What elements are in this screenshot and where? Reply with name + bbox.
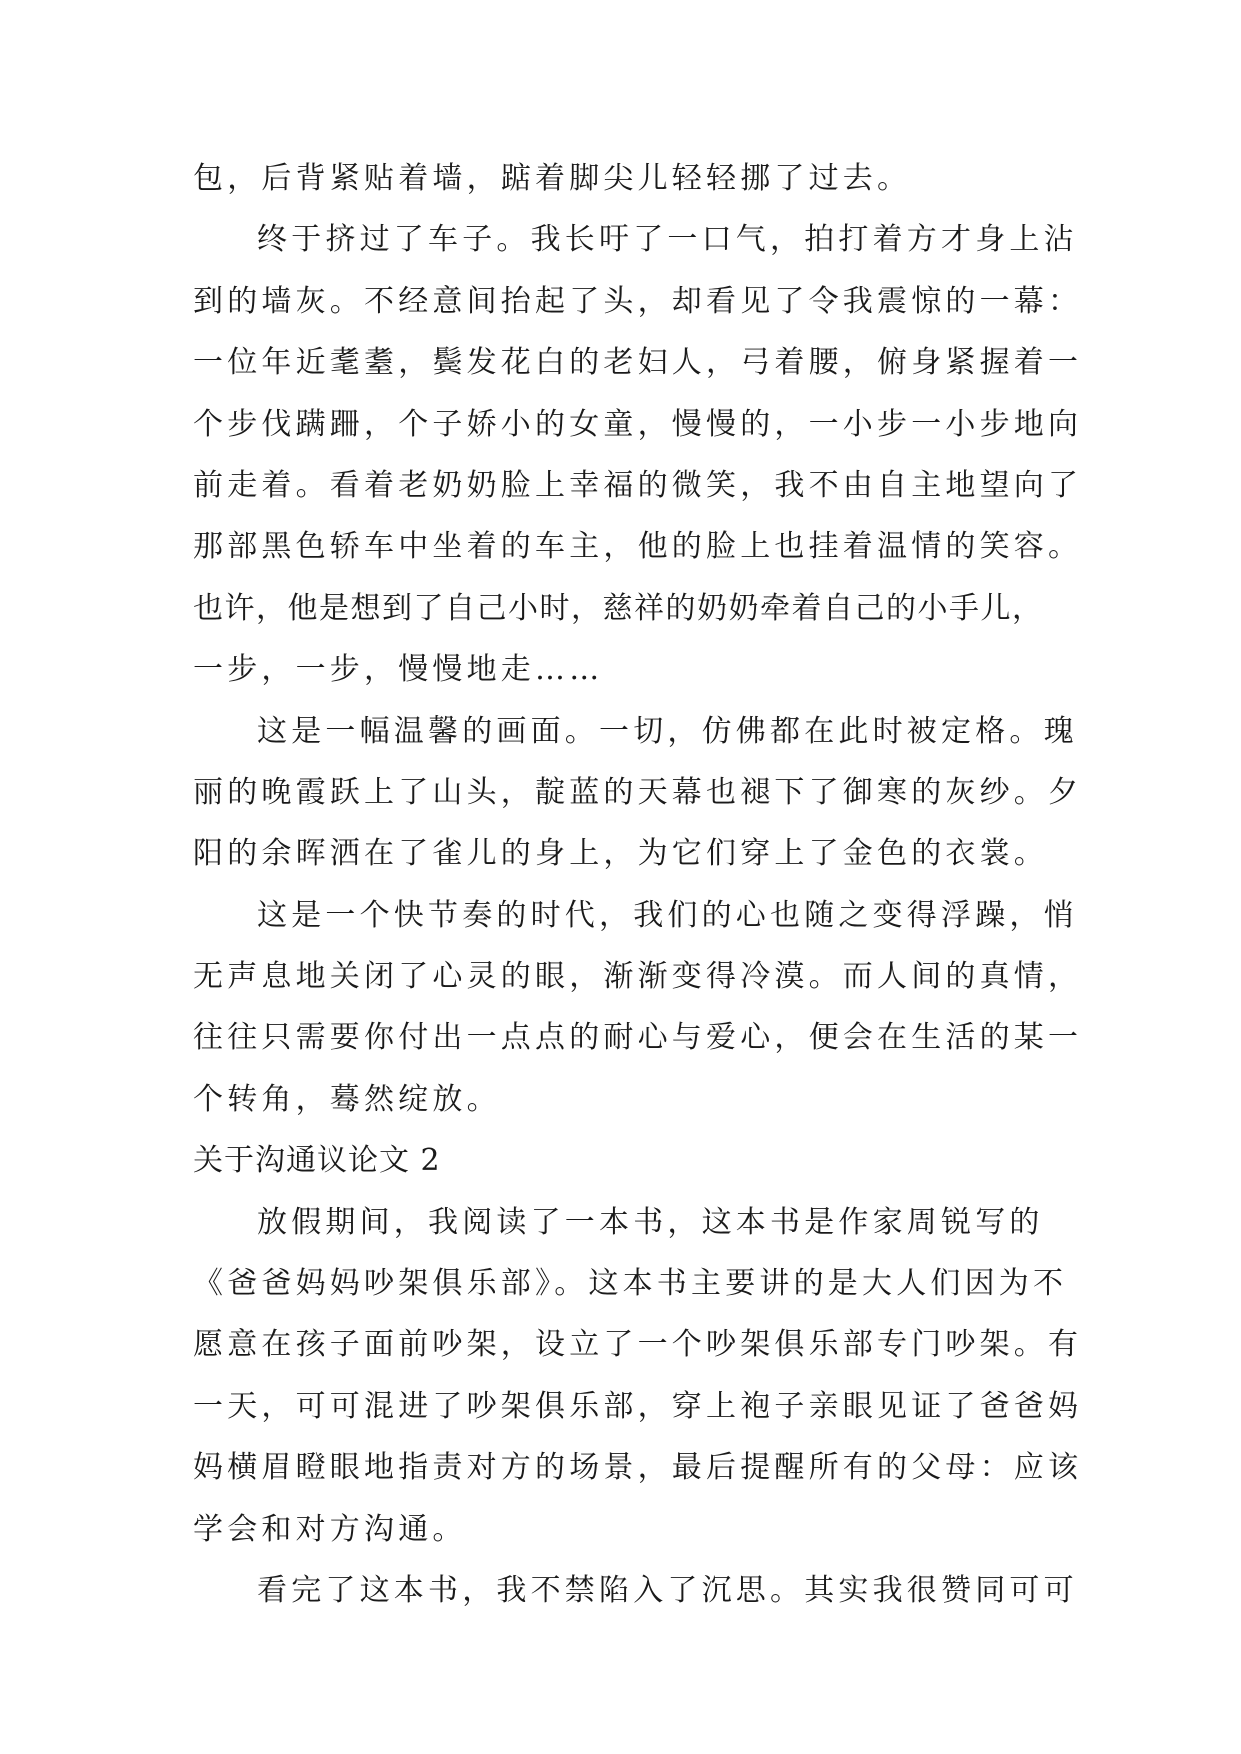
paragraph-start-line: 这是一幅温馨的画面。一切，仿佛都在此时被定格。瑰 [257,713,1078,749]
text-line: 到的墙灰。不经意间抬起了头，却看见了令我震惊的一幕： [193,283,1083,319]
paragraph-start-line: 放假期间，我阅读了一本书，这本书是作家周锐写的 [257,1204,1044,1240]
text-line: 无声息地关闭了心灵的眼，渐渐变得冷漠。而人间的真情， [193,959,1083,995]
paragraph-start-line: 看完了这本书，我不禁陷入了沉思。其实我很赞同可可 [257,1572,1078,1608]
text-line: 《爸爸妈妈吵架俱乐部》。这本书主要讲的是大人们因为不 [193,1266,1068,1302]
paragraph-start-line: 这是一个快节奏的时代，我们的心也随之变得浮躁，悄 [257,897,1078,933]
text-line: 那部黑色轿车中坐着的车主，他的脸上也挂着温情的笑容。 [193,529,1083,565]
text-line: 一步，一步，慢慢地走…… [193,652,604,688]
text-line: 个转角，蓦然绽放。 [193,1081,501,1117]
paragraph-start-line: 终于挤过了车子。我长吁了一口气，拍打着方才身上沾 [257,222,1078,258]
section-heading: 关于沟通议论文 2 [193,1143,441,1179]
text-line: 一天，可可混进了吵架俱乐部，穿上袍子亲眼见证了爸爸妈 [193,1388,1083,1424]
text-line: 学会和对方沟通。 [193,1511,467,1547]
text-line: 愿意在孩子面前吵架，设立了一个吵架俱乐部专门吵架。有 [193,1327,1083,1363]
text-line: 个步伐蹒跚，个子娇小的女童，慢慢的，一小步一小步地向 [193,406,1083,442]
text-line: 也许，他是想到了自己小时，慈祥的奶奶牵着自己的小手儿， [193,590,1044,626]
text-line: 一位年近耄耋，鬓发花白的老妇人，弓着腰，俯身紧握着一 [193,345,1083,381]
document-body [193,148,1083,1621]
text-line: 前走着。看着老奶奶脸上幸福的微笑，我不由自主地望向了 [193,467,1083,503]
text-line: 包，后背紧贴着墙，踮着脚尖儿轻轻挪了过去。 [193,161,912,196]
text-line: 往往只需要你付出一点点的耐心与爱心，便会在生活的某一 [193,1020,1083,1056]
text-line: 妈横眉瞪眼地指责对方的场景，最后提醒所有的父母：应该 [193,1450,1083,1486]
text-line: 丽的晚霞跃上了山头，靛蓝的天幕也褪下了御寒的灰纱。夕 [193,774,1083,810]
text-line: 阳的余晖洒在了雀儿的身上，为它们穿上了金色的衣裳。 [193,836,1048,872]
